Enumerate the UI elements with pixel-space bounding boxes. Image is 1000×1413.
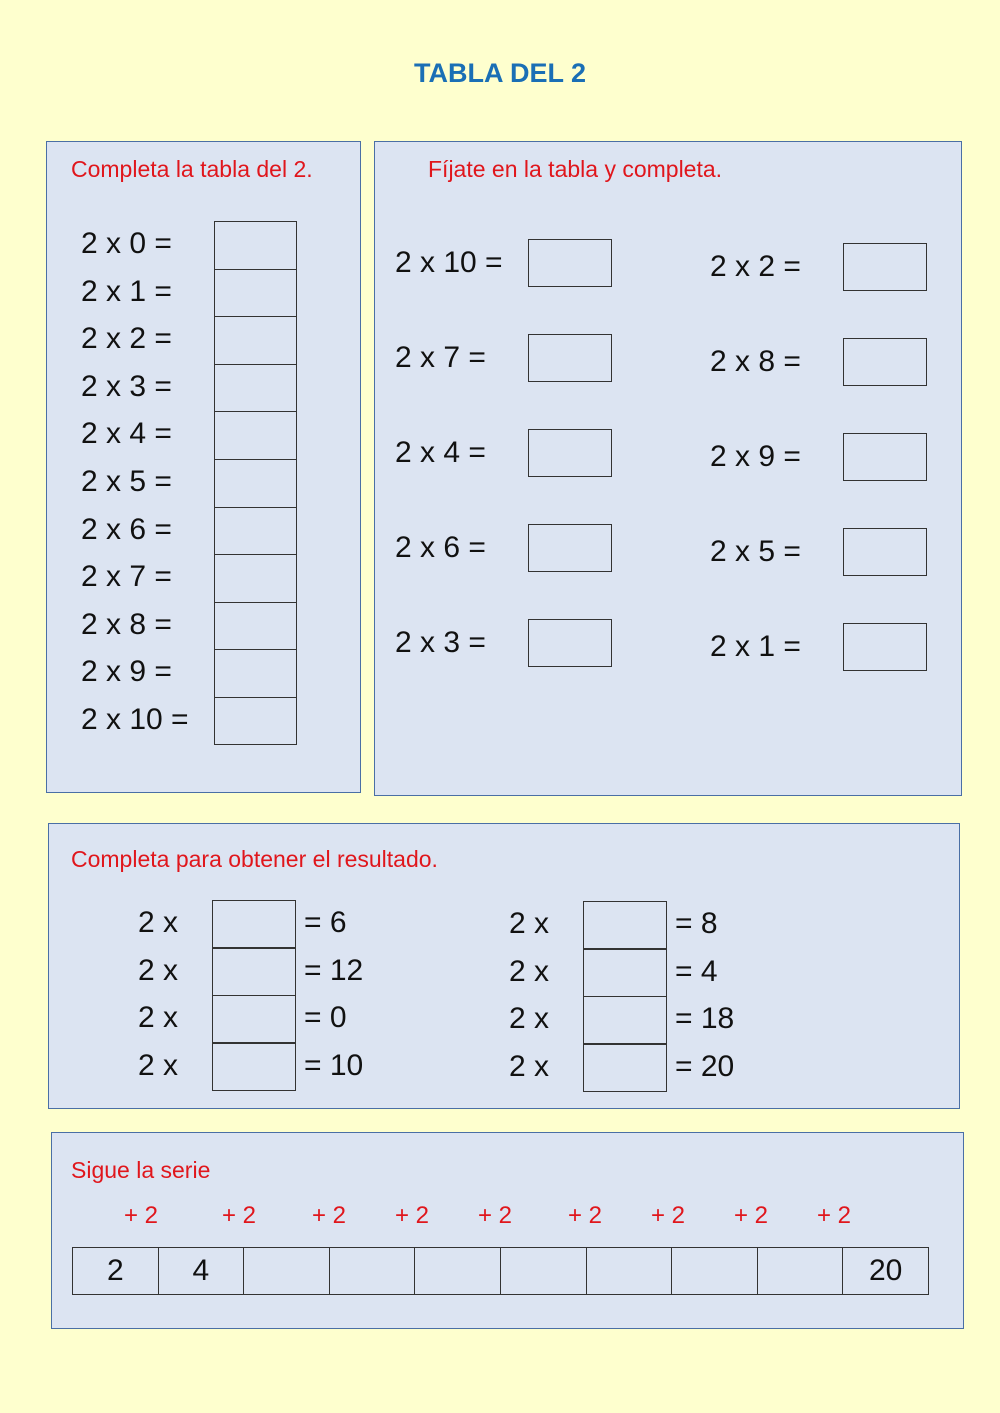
factor-box[interactable] [583,949,667,997]
table-equation: 2 x 7 = [81,560,172,594]
mixed-equation-right: 2 x 1 = [710,630,801,663]
mixed-equation-left: 2 x 6 = [395,531,486,564]
table-instruction: Completa la tabla del 2. [71,156,313,182]
table-equation: 2 x 2 = [81,322,172,356]
table-equation: 2 x 8 = [81,607,172,641]
table-equation: 2 x 10 = [81,703,189,736]
table-equation: 2 x 9 = [81,655,172,689]
series-panel [51,1132,964,1329]
series-blank-cell[interactable] [671,1247,758,1295]
answer-box[interactable] [214,269,297,318]
answer-box[interactable] [214,316,297,365]
step-label: + 2 [124,1202,159,1229]
factor-result: = 6 [304,906,347,939]
answer-box[interactable] [214,411,297,460]
factor-prefix: 2 x [509,907,550,940]
series-given-cell: 2 [72,1247,159,1295]
factor-prefix: 2 x [138,953,179,987]
table-equation: 2 x 6 = [81,512,172,546]
factor-prefix: 2 x [509,1049,550,1083]
answer-box[interactable] [843,338,927,386]
page-title: TABLA DEL 2 [413,58,586,88]
series-blank-cell[interactable] [586,1247,673,1295]
mixed-panel [374,141,962,796]
series-blank-cell[interactable] [243,1247,330,1295]
factor-result: = 12 [304,953,364,987]
answer-box[interactable] [843,433,927,481]
factor-instruction: Completa para obtener el resultado. [71,846,438,872]
answer-box[interactable] [528,334,612,382]
series-instruction: Sigue la serie [71,1157,211,1183]
mixed-equation-right: 2 x 9 = [710,440,801,473]
answer-box[interactable] [843,243,927,291]
factor-box[interactable] [212,995,296,1043]
mixed-equation-left: 2 x 3 = [395,626,486,659]
answer-box[interactable] [214,554,297,603]
series-blank-cell[interactable] [414,1247,501,1295]
answer-box[interactable] [214,364,297,413]
mixed-equation-left: 2 x 10 = [395,246,503,279]
answer-box[interactable] [528,619,612,667]
step-label: + 2 [651,1202,686,1229]
factor-box[interactable] [583,1044,667,1092]
step-label: + 2 [817,1202,852,1229]
factor-box[interactable] [583,901,667,949]
factor-result: = 4 [675,954,718,988]
answer-box[interactable] [528,239,612,287]
mixed-equation-right: 2 x 2 = [710,250,801,283]
factor-result: = 0 [304,1001,347,1034]
factor-panel [48,823,960,1109]
factor-result: = 20 [675,1049,735,1083]
answer-box[interactable] [528,524,612,572]
step-label: + 2 [478,1202,513,1229]
series-blank-cell[interactable] [329,1247,416,1295]
factor-prefix: 2 x [509,1002,550,1035]
step-label: + 2 [734,1202,769,1229]
factor-box[interactable] [212,948,296,996]
table-panel [46,141,361,793]
answer-box[interactable] [843,623,927,671]
answer-box[interactable] [214,221,297,270]
step-label: + 2 [222,1202,257,1229]
table-equation: 2 x 1 = [81,274,172,308]
answer-box[interactable] [214,649,297,698]
factor-box[interactable] [212,1043,296,1091]
factor-prefix: 2 x [138,906,179,939]
factor-result: = 10 [304,1048,364,1082]
answer-box[interactable] [214,459,297,508]
series-given-cell: 20 [842,1247,929,1295]
mixed-equation-right: 2 x 5 = [710,535,801,568]
factor-result: = 18 [675,1002,735,1035]
series-blank-cell[interactable] [757,1247,844,1295]
answer-box[interactable] [214,697,297,745]
series-blank-cell[interactable] [500,1247,587,1295]
step-label: + 2 [395,1202,430,1229]
factor-prefix: 2 x [509,954,550,988]
table-equation: 2 x 3 = [81,369,172,403]
factor-prefix: 2 x [138,1001,179,1034]
series-given-cell: 4 [158,1247,245,1295]
answer-box[interactable] [214,602,297,651]
step-label: + 2 [568,1202,603,1229]
mixed-instruction: Fíjate en la tabla y completa. [428,156,723,182]
factor-box[interactable] [583,996,667,1044]
answer-box[interactable] [843,528,927,576]
answer-box[interactable] [214,507,297,556]
factor-result: = 8 [675,907,718,940]
table-equation: 2 x 0 = [81,227,172,260]
table-equation: 2 x 5 = [81,465,172,498]
step-label: + 2 [312,1202,347,1229]
mixed-equation-right: 2 x 8 = [710,345,801,378]
answer-box[interactable] [528,429,612,477]
mixed-equation-left: 2 x 7 = [395,341,486,374]
factor-prefix: 2 x [138,1048,179,1082]
table-equation: 2 x 4 = [81,417,172,451]
factor-box[interactable] [212,900,296,948]
mixed-equation-left: 2 x 4 = [395,436,486,469]
